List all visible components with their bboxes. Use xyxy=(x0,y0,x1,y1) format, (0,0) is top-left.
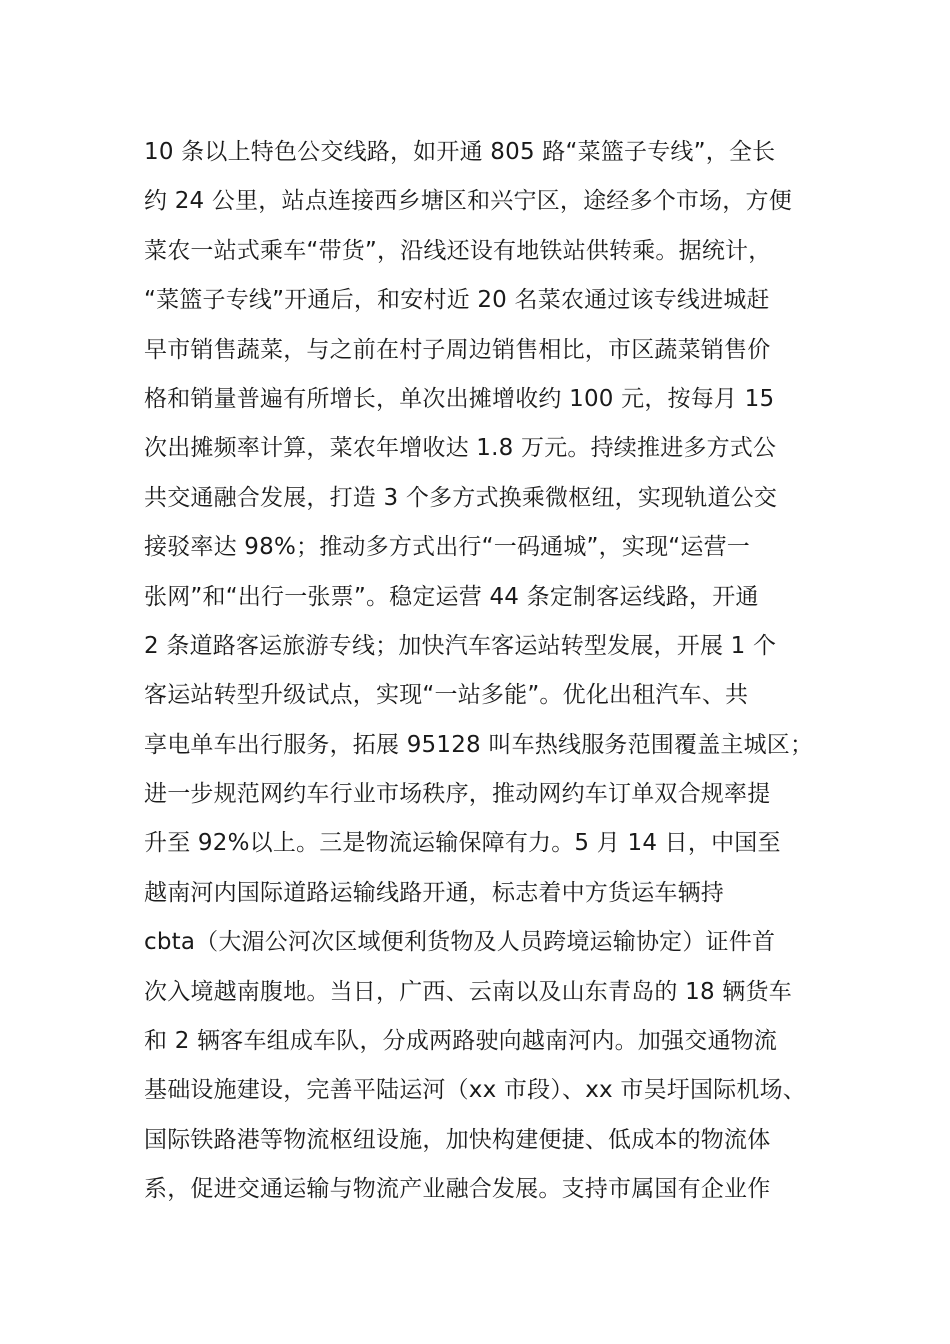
text-line: 菜农一站式乘车“带货”，沿线还设有地铁站供转乘。据统计， xyxy=(144,237,772,264)
text-line: 和 2 辆客车组成车队，分成两路驶向越南河内。加强交通物流 xyxy=(144,1028,778,1055)
text-line: 升至 92%以上。三是物流运输保障有力。5 月 14 日，中国至 xyxy=(144,830,781,857)
text-line: cbta（大湄公河次区域便利货物及人员跨境运输协定）证件首 xyxy=(144,929,776,956)
text-line: 接驳率达 98%；推动多方式出行“一码通城”，实现“运营一 xyxy=(144,534,750,561)
text-line: 系，促进交通运输与物流产业融合发展。支持市属国有企业作 xyxy=(144,1176,771,1203)
text-line: 进一步规范网约车行业市场秩序，推动网约车订单双合规率提 xyxy=(144,781,771,808)
text-line: 10 条以上特色公交线路，如开通 805 路“菜篮子专线”，全长 xyxy=(144,139,776,165)
text-line: 基础设施建设，完善平陆运河（xx 市段）、xx 市吴圩国际机场、 xyxy=(144,1077,806,1104)
text-line: 国际铁路港等物流枢纽设施，加快构建便捷、低成本的物流体 xyxy=(144,1126,771,1153)
text-line: “菜篮子专线”开通后，和安村近 20 名菜农通过该专线进城赶 xyxy=(144,287,770,314)
text-line: 2 条道路客运旅游专线；加快汽车客运站转型发展，开展 1 个 xyxy=(144,632,777,659)
text-line: 约 24 公里，站点连接西乡塘区和兴宁区，途经多个市场，方便 xyxy=(144,188,792,215)
body-text xyxy=(144,128,824,1215)
text-line: 次出摊频率计算，菜农年增收达 1.8 万元。持续推进多方式公 xyxy=(144,435,777,462)
text-line: 客运站转型升级试点，实现“一站多能”。优化出租汽车、共 xyxy=(144,682,749,709)
text-line: 越南河内国际道路运输线路开通，标志着中方货运车辆持 xyxy=(144,879,724,906)
text-line: 次入境越南腹地。当日，广西、云南以及山东青岛的 18 辆货车 xyxy=(144,978,792,1005)
text-line: 早市销售蔬菜，与之前在村子周边销售相比，市区蔬菜销售价 xyxy=(144,336,771,363)
text-line: 张网”和“出行一张票”。稳定运营 44 条定制客运线路，开通 xyxy=(144,583,759,610)
text-line: 共交通融合发展，打造 3 个多方式换乘微枢纽，实现轨道公交 xyxy=(144,484,778,511)
text-line: 享电单车出行服务，拓展 95128 叫车热线服务范围覆盖主城区； xyxy=(144,731,814,758)
text-line: 格和销量普遍有所增长，单次出摊增收约 100 元，按每月 15 xyxy=(144,385,775,412)
